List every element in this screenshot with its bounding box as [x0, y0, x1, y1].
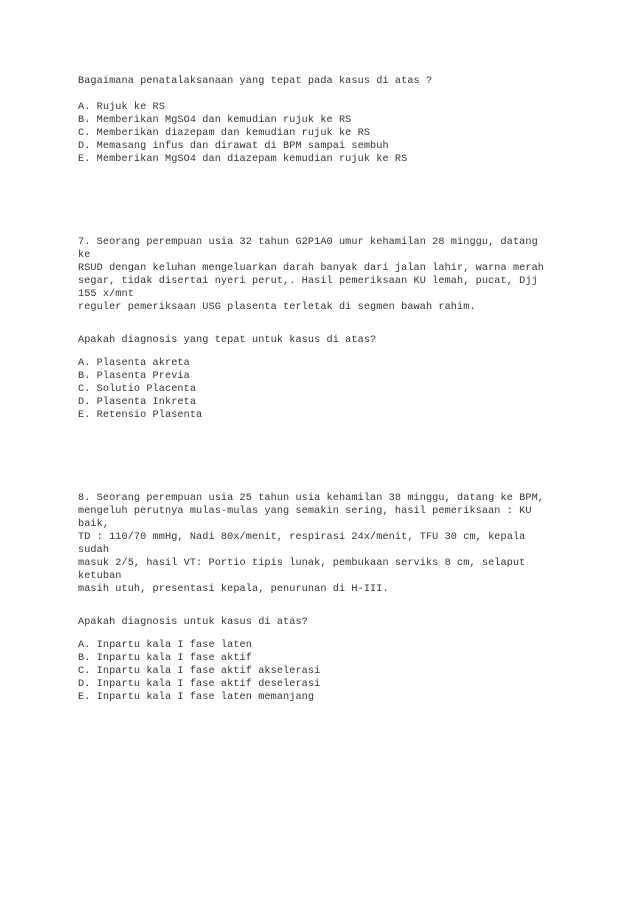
question-text: Bagaimana penatalaksanaan yang tepat pada kasus di atas ? — [78, 76, 433, 87]
option-d: D. Memasang infus dan dirawat di BPM sampai sembuh — [78, 141, 389, 152]
q8-option-d: D. Inpartu kala I fase aktif deselerasi — [78, 679, 321, 690]
q7-stem-line: ke — [78, 250, 91, 261]
q7-option-c: C. Solutio Placenta — [78, 384, 197, 395]
q7-stem-line: RSUD dengan keluhan mengeluarkan darah banyak dari jalan lahir, warna merah — [78, 263, 545, 274]
q7-stem-line: 7. Seorang perempuan usia 32 tahun G2P1A0 umur kehamilan 28 minggu, datang — [78, 237, 538, 248]
q8-stem-line: ketuban — [78, 571, 122, 582]
q7-stem-line: 155 x/mnt — [78, 289, 134, 300]
q8-option-e: E. Inpartu kala I fase laten memanjang — [78, 692, 315, 703]
q7-option-a: A. Plasenta akreta — [78, 358, 190, 369]
q7-stem-line: reguler pemeriksaan USG plasenta terletak di segmen bawah rahim. — [78, 302, 476, 313]
q8-stem-line: masih utuh, presentasi kepala, penurunan di H-III. — [78, 584, 389, 595]
option-a: A. Rujuk ke RS — [78, 102, 165, 113]
q8-stem-line: 8. Seorang perempuan usia 25 tahun usia kehamilan 38 minggu, datang ke BPM, — [78, 493, 545, 504]
q7-option-b: B. Plasenta Previa — [78, 371, 190, 382]
q8-stem-line: masuk 2/5, hasil VT: Portio tipis lunak, pembukaan serviks 8 cm, selaput — [78, 558, 526, 569]
q8-stem-line: TD : 110/70 mmHg, Nadi 80x/menit, respirasi 24x/menit, TFU 30 cm, kepala — [78, 532, 526, 543]
q7-stem-line: segar, tidak disertai nyeri perut,. Hasil pemeriksaan KU lemah, pucat, Djj — [78, 276, 538, 287]
q8-option-b: B. Inpartu kala I fase aktif — [78, 653, 252, 664]
option-e: E. Memberikan MgSO4 dan diazepam kemudian rujuk ke RS — [78, 154, 408, 165]
q8-stem-line: baik, — [78, 519, 110, 530]
option-b: B. Memberikan MgSO4 dan kemudian rujuk ke RS — [78, 115, 352, 126]
q8-question: Apakah diagnosis untuk kasus di atas? — [78, 617, 308, 628]
q8-stem-line: sudah — [78, 545, 110, 556]
q7-question: Apakah diagnosis yang tepat untuk kasus di atas? — [78, 335, 377, 346]
q7-option-e: E. Retensio Plasenta — [78, 410, 203, 421]
q8-stem-line: mengeluh perutnya mulas-mulas yang semakin sering, hasil pemeriksaan : KU — [78, 506, 532, 517]
q8-option-a: A. Inpartu kala I fase laten — [78, 640, 252, 651]
q8-option-c: C. Inpartu kala I fase aktif akselerasi — [78, 666, 321, 677]
q7-option-d: D. Plasenta Inkreta — [78, 397, 197, 408]
option-c: C. Memberikan diazepam dan kemudian rujuk ke RS — [78, 128, 371, 139]
